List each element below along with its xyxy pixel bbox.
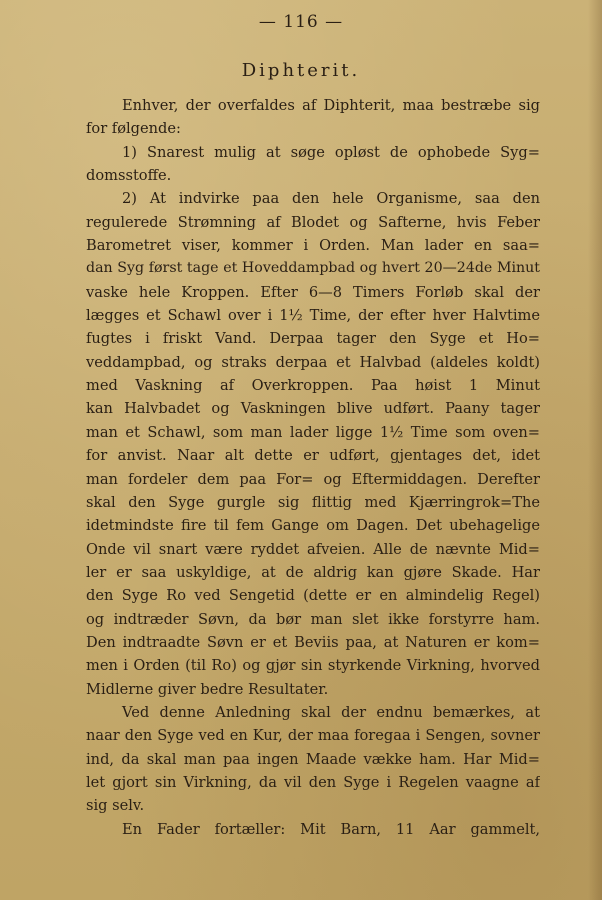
page-number: — 116 — (258, 12, 344, 32)
text-line: En Fader fortæller: Mit Barn, 11 Aar gammelt, (122, 820, 540, 838)
text-line: kan Halvbadet og Vaskningen blive udført. Paany tager (86, 400, 540, 418)
text-line: ind, da skal man paa ingen Maade vække ham. Har Mid= (86, 750, 540, 768)
page-edge-shadow (588, 0, 602, 900)
text-line: den Syge Ro ved Sengetid (dette er en almindelig Regel) (86, 587, 540, 605)
text-line: Ved denne Anledning skal der endnu bemærkes, at (122, 703, 540, 721)
body-text (86, 94, 540, 841)
text-line: lægges et Schawl over i 1½ Time, der efter hver Halvtime (86, 307, 540, 325)
text-line: let gjort sin Virkning, da vil den Syge i Regelen vaagne af (86, 773, 540, 791)
text-line: regulerede Strømning af Blodet og Safterne, hvis Feber (86, 213, 540, 231)
text-line: og indtræder Søvn, da bør man slet ikke forstyrre ham. (86, 610, 540, 628)
text-line: ler er saa uskyldige, at de aldrig kan gjøre Skade. Har (86, 563, 540, 581)
text-line: domsstoffe. (86, 167, 172, 185)
text-line: naar den Syge ved en Kur, der maa foregaa i Sengen, sovner (86, 727, 540, 745)
text-line: Barometret viser, kommer i Orden. Man lader en saa= (86, 237, 540, 255)
text-line: fugtes i friskt Vand. Derpaa tager den Syge et Ho= (86, 330, 540, 348)
text-line: Enhver, der overfaldes af Diphterit, maa bestræbe sig (122, 97, 540, 114)
text-line: man et Schawl, som man lader ligge 1½ Time som oven= (86, 423, 540, 441)
text-line: man fordeler dem paa For= og Eftermiddagen. Derefter (86, 470, 540, 488)
text-line: med Vaskning af Overkroppen. Paa høist 1 Minut (86, 377, 540, 395)
text-line: idetmindste fire til fem Gange om Dagen. Det ubehagelige (86, 517, 540, 535)
text-line: veddampbad, og straks derpaa et Halvbad (aldeles koldt) (86, 353, 540, 371)
text-line: Midlerne giver bedre Resultater. (86, 680, 329, 698)
section-heading: Diphterit. (241, 60, 361, 81)
text-line: Den indtraadte Søvn er et Beviis paa, at Naturen er kom= (86, 633, 540, 651)
text-line: sig selv. (86, 797, 145, 815)
text-line: Onde vil snart være ryddet afveien. Alle de nævnte Mid= (86, 540, 540, 558)
text-line: 2) At indvirke paa den hele Organisme, saa den (122, 190, 540, 208)
text-line: 1) Snarest mulig at søge opløst de ophobede Syg= (122, 143, 540, 161)
text-line: for anvist. Naar alt dette er udført, gjentages det, idet (86, 447, 540, 465)
text-line: skal den Syge gurgle sig flittig med Kjærringrok=The (86, 493, 540, 511)
text-line: for følgende: (86, 120, 181, 138)
text-line: vaske hele Kroppen. Efter 6—8 Timers Forløb skal der (86, 283, 540, 301)
text-line: dan Syg først tage et Hoveddampbad og hvert 20—24de Minut (86, 260, 540, 277)
text-line: men i Orden (til Ro) og gjør sin styrkende Virkning, hvorved (86, 657, 540, 675)
